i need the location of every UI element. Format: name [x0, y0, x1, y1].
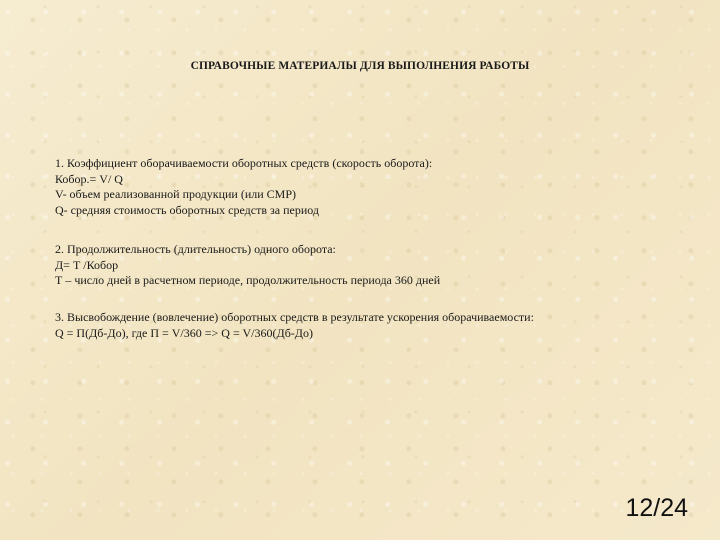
section-heading: 2. Продолжительность (длительность) одного оборота:: [55, 242, 336, 256]
definition-line: Т – число дней в расчетном периоде, продолжительность периода 360 дней: [55, 273, 441, 287]
formula-line: Д= Т /Кобор: [55, 257, 119, 272]
section-heading: 1. Коэффициент оборачиваемости оборотных средств (скорость оборота):: [55, 156, 433, 170]
formula-line: Кобор.= V/ Q: [55, 171, 123, 186]
formula-line: Q = П(Дб-До), где П = V/360 => Q = V/360(Дб-До): [55, 325, 313, 340]
definition-line: Q- средняя стоимость оборотных средств за период: [55, 202, 319, 217]
section-release-of-funds: [55, 310, 685, 341]
section-heading: 3. Высвобождение (вовлечение) оборотных средств в результате ускорения оборачиваемости:: [55, 310, 534, 324]
section-turnover-ratio: [55, 156, 685, 218]
definition-line: V- объем реализованной продукции (или СМР): [55, 187, 297, 201]
section-turnover-duration: [55, 242, 685, 289]
page-number: 12/24: [625, 494, 688, 522]
page-title: СПРАВОЧНЫЕ МАТЕРИАЛЫ ДЛЯ ВЫПОЛНЕНИЯ РАБОТЫ: [190, 60, 530, 72]
